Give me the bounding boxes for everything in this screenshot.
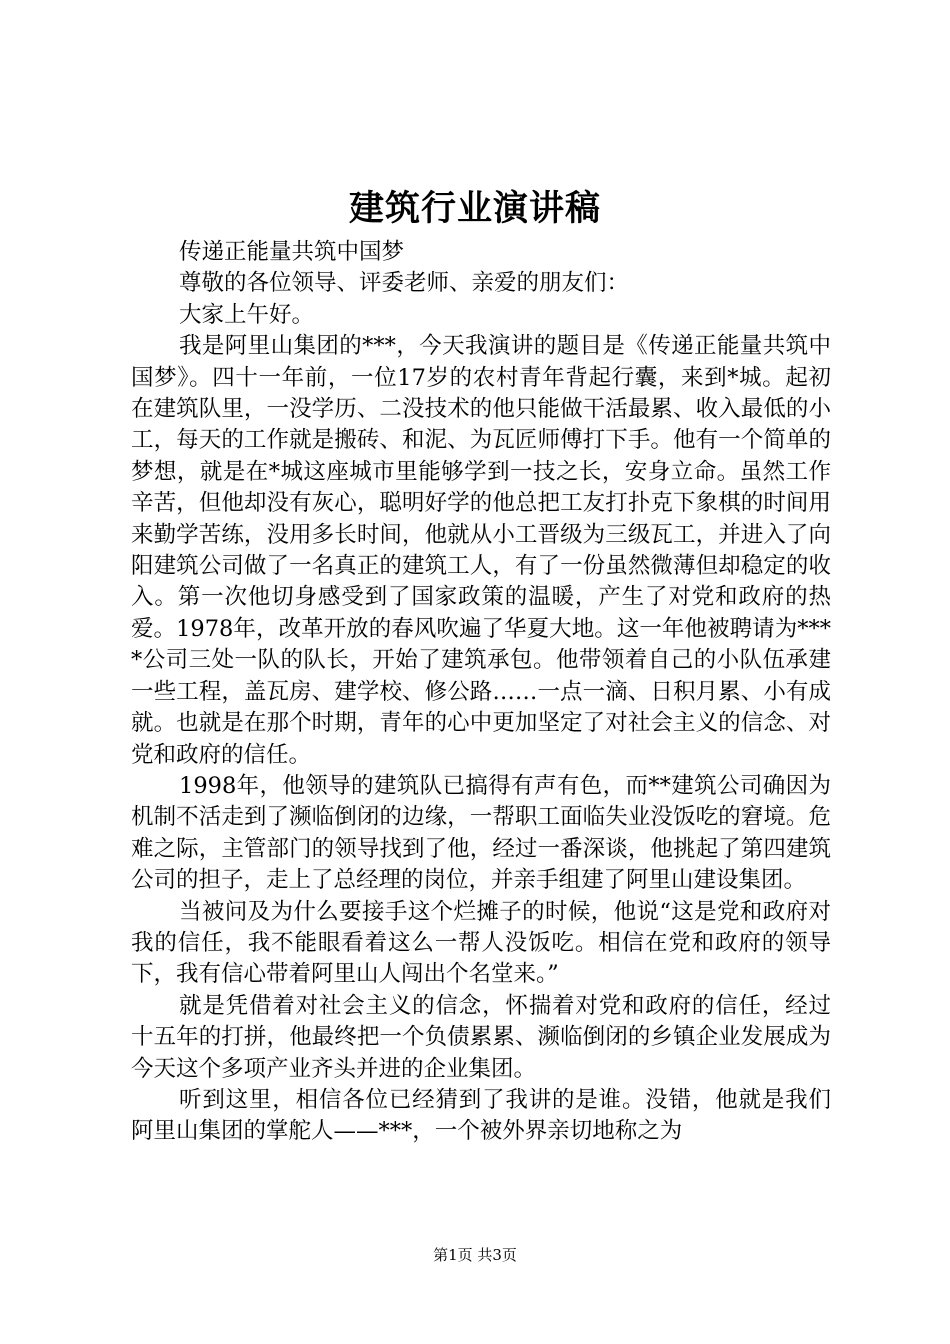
paragraph: 听到这里，相信各位已经猜到了我讲的是谁。没错，他就是我们阿里山集团的掌舵人——***，一个被外界亲切地称之为	[131, 1086, 831, 1145]
paragraph: 就是凭借着对社会主义的信念，怀揣着对党和政府的信任，经过十五年的打拼，他最终把一个负债累累、濒临倒闭的乡镇企业发展成为今天这个多项产业齐头并进的企业集团。	[131, 992, 831, 1082]
document-title: 建筑行业演讲稿	[348, 188, 601, 229]
paragraph: 当被问及为什么要接手这个烂摊子的时候，他说“这是党和政府对我的信任，我不能眼看着这么一帮人没饭吃。相信在党和政府的领导下，我有信心带着阿里山人闯出个名堂来。”	[131, 898, 831, 988]
paragraph-salutation: 尊敬的各位领导、评委老师、亲爱的朋友们：	[179, 270, 630, 297]
document-body	[131, 237, 831, 1148]
paragraph-subtitle: 传递正能量共筑中国梦	[179, 239, 405, 265]
page-footer: 第1页 共3页	[433, 1246, 517, 1264]
paragraph: 我是阿里山集团的***，今天我演讲的题目是《传递正能量共筑中国梦》。四十一年前，一位17岁的农村青年背起行囊，来到*城。起初在建筑队里，一没学历、二没技术的他只能做干活最累、收入最低的小工，每天的工作就是搬砖、和泥、为瓦匠师傅打下手。他有一个简单的梦想，就是在*城这座城市里能够学到一技之长，安身立命。虽然工作辛苦，但他却没有灰心，聪明好学的他总把工友打扑克下象棋的时间用来勤学苦练，没用多长时间，他就从小工晋级为三级瓦工，并进入了向阳建筑公司做了一名真正的建筑工人，有了一份虽然微薄但却稳定的收入。第一次他切身感受到了国家政策的温暖，产生了对党和政府的热爱。1978年，改革开放的春风吹遍了华夏大地。这一年他被聘请为****公司三处一队的队长，开始了建筑承包。他带领着自己的小队伍承建一些工程，盖瓦房、建学校、修公路……一点一滴、日积月累、小有成就。也就是在那个时期，青年的心中更加坚定了对社会主义的信念、对党和政府的信任。	[131, 333, 831, 768]
paragraph-greeting: 大家上午好。	[179, 301, 315, 328]
paragraph: 1998年，他领导的建筑队已搞得有声有色，而**建筑公司确因为机制不活走到了濒临倒闭的边缘，一帮职工面临失业没饭吃的窘境。危难之际，主管部门的领导找到了他，经过一番深谈，他挑起了第四建筑公司的担子，走上了总经理的岗位，并亲手组建了阿里山建设集团。	[131, 772, 831, 894]
